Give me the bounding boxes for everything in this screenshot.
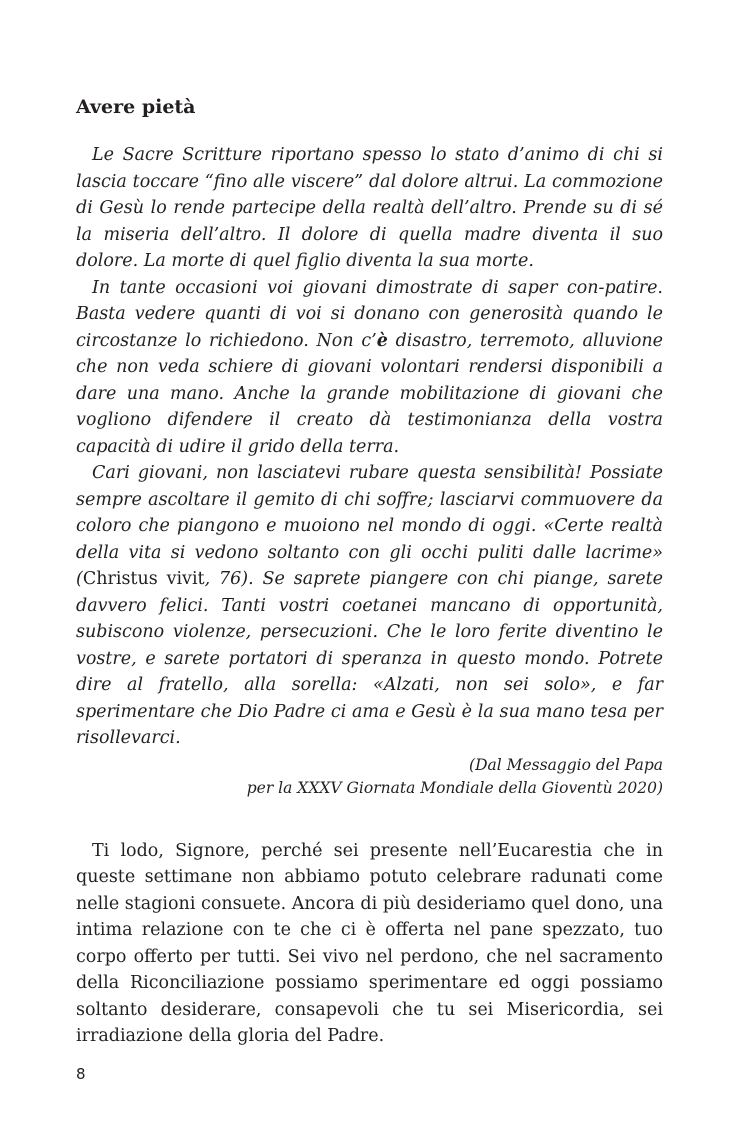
quote-source-line-2: per la XXXV Giornata Mondiale della Gioventù 2020): [246, 778, 663, 797]
quote-source: [76, 754, 663, 800]
quote-paragraph-2-emphasis: è: [376, 330, 388, 351]
page-content: [76, 94, 663, 1050]
prayer-paragraph: Ti lodo, Signore, perché sei presente nell’Eucarestia che in queste settimane non abbiamo potuto celebrare radunati come nelle stagioni consuete. Ancora di più desideriamo quel dono, una intima relazione con te che ci è offerta nel pane spezzato, tuo corpo offerto per tutti. Sei vivo nel perdono, che nel sacramento della Riconciliazione possiamo sperimentare ed oggi possiamo soltanto desiderare, consapevoli che tu sei Misericordia, sei irradiazione della gloria del Padre.: [76, 840, 663, 1046]
quote-paragraph-3: [76, 460, 663, 752]
quote-paragraph-3-text-a: Cari giovani, non lasciatevi rubare questa sensibilità! Possiate sempre ascoltare il gemito di chi soffre; lasciarvi commuovere da coloro che piangono e muoiono nel mondo di oggi. «Certe realtà della vita si vedono soltanto con gli occhi puliti dalle lacrime» (: [76, 463, 663, 589]
quote-paragraph-2: [76, 275, 663, 461]
quote-paragraph-1: Le Sacre Scritture riportano spesso lo stato d’animo di chi si lascia toccare “fino alle viscere” dal dolore altrui. La commozione di Gesù lo rende partecipe della realtà dell’altro. Prende su di sé la miseria dell’altro. Il dolore di quella madre diventa il suo dolore. La morte di quel figlio diventa la sua morte.: [76, 145, 663, 271]
quote-paragraph-2-text-a: In tante occasioni voi giovani dimostrate di saper con-patire. Basta vedere quanti di voi si donano con generosità quando le circostanze lo richiedono. Non c’: [76, 277, 663, 351]
page-number: 8: [76, 1065, 86, 1083]
quote-paragraph-2-text-b: disastro, terremoto, alluvione che non veda schiere di giovani volontari rendersi disponibili a dare una mano. Anche la grande mobilitazione di giovani che vogliono difendere il creato dà testimonianza della vostra capacità di udire il grido della terra.: [76, 330, 663, 457]
quote-block: [76, 142, 663, 752]
quote-paragraph-3-work-title: Christus vivit: [82, 569, 205, 589]
section-heading: Avere pietà: [76, 96, 196, 118]
quote-source-line-1: (Dal Messaggio del Papa: [469, 755, 663, 774]
quote-paragraph-3-text-b: , 76). Se saprete piangere con chi piange, sarete davvero felici. Tanti vostri coetanei mancano di opportunità, subiscono violenze, persecuzioni. Che le loro ferite diventino le vostre, e sarete portatori di speranza in questo mondo. Potrete dire al fratello, alla sorella: «Alzati, non sei solo», e far sperimentare che Dio Padre ci ama e Gesù è la sua mano tesa per risollevarci.: [76, 569, 664, 748]
